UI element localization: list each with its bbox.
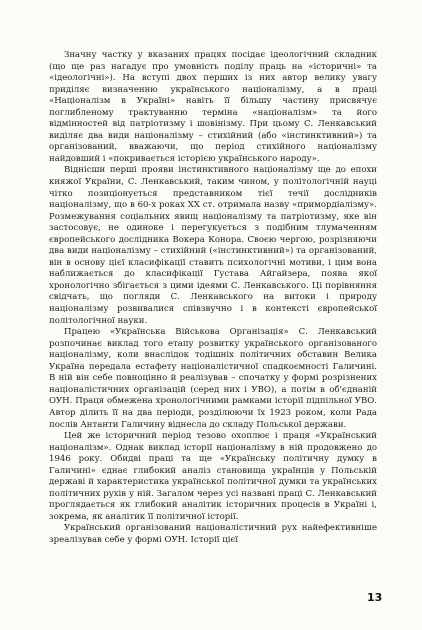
paragraph: Віднісши перші прояви інстинктивного націоналізму ще до епохи княжої України, С. Ленкавський, таким чином, у політологічній науці чітко позиціонується представником тієї течії дослідників націоналізму, що в 60-х роках XX ст. отримала назву «примордіалізму». Розмежування соціальних явищ націоналізму та патріотизму, яке він застосовує, не одиноке і перегукується з подібним тлумаченням європейського дослідника Вокера Конора. Своєю чергою, розрізняючи два види націоналізму – стихійний («інстинктивний») та організований, він в основу цієї класифікації ставить психологічні мотиви, і цим вона наближається до класифікації Густава Айгайзера, поява якої хронологічно збігається з цими ідеями С. Ленкавського. Ці порівняння свідчать, що погляди С. Ленкавського на витоки і природу націоналізму розвивалися співзвучно і в контексті європейської політологічної науки. — [49, 165, 377, 326]
paragraph: Цей же історичний період тезово охоплює і праця «Український націоналізм». Однак виклад історії націоналізму в ній продовжено до 1946 року. Обидві праці та ще «Українську політичну думку в Галичині» єднає глибокий аналіз становища українців у Польській державі й характеристика української політичної думки та українських політичних рухів у ній. Загалом через усі названі праці С. Ленкавський проглядається як глибокий аналітик історичних процесів в Україні і, зокрема, як аналітик її політичної історії. — [49, 431, 377, 522]
paragraph: Значну частку у вказаних працях посідає ідеологічний складник (що ще раз нагадує про умовність поділу праць на «історичні» та «ідеологічні»). На вступі двох перших із них автор велику увагу приділяє визначенню українського націоналізму, а в праці «Націоналізм в Україні» навіть її більшу частину присвячує поглибленому трактуванню терміна «націоналізм» та його відмінностей від патріотизму і шовінізму. При цьому С. Ленкавський виділяє два види націоналізму – стихійний (або «інстинктивний») та організований, вважаючи, що період стихійного націоналізму найдовший і «покривається історією українського народу». — [49, 50, 377, 164]
paragraph: Український організований націоналістичний рух найефективніше зреалізував себе у формі ОУН. Історії цієї — [49, 523, 377, 545]
paragraph: Працею «Українська Військова Організація» С. Ленкавський розпочинає виклад того етапу розвитку українського організованого націоналізму, коли внаслідок тодішніх політичних обставин Велика Україна передала естафету націоналістичної спадкоємності Галичині. В ній він себе повноцінно й реалізував – спочатку у формі розрізнених націоналістичних організацій (серед них і УВО), а потім в об'єднаній ОУН. Праця обмежена хронологічними рамками історії підпільної УВО. Автор ділить її на два періоди, розділюючи їх 1923 роком, коли Рада послів Антанти Галичину віднесла до складу Польської держави. — [49, 327, 377, 430]
page-number: 13 — [367, 591, 383, 604]
body-text — [49, 50, 377, 547]
